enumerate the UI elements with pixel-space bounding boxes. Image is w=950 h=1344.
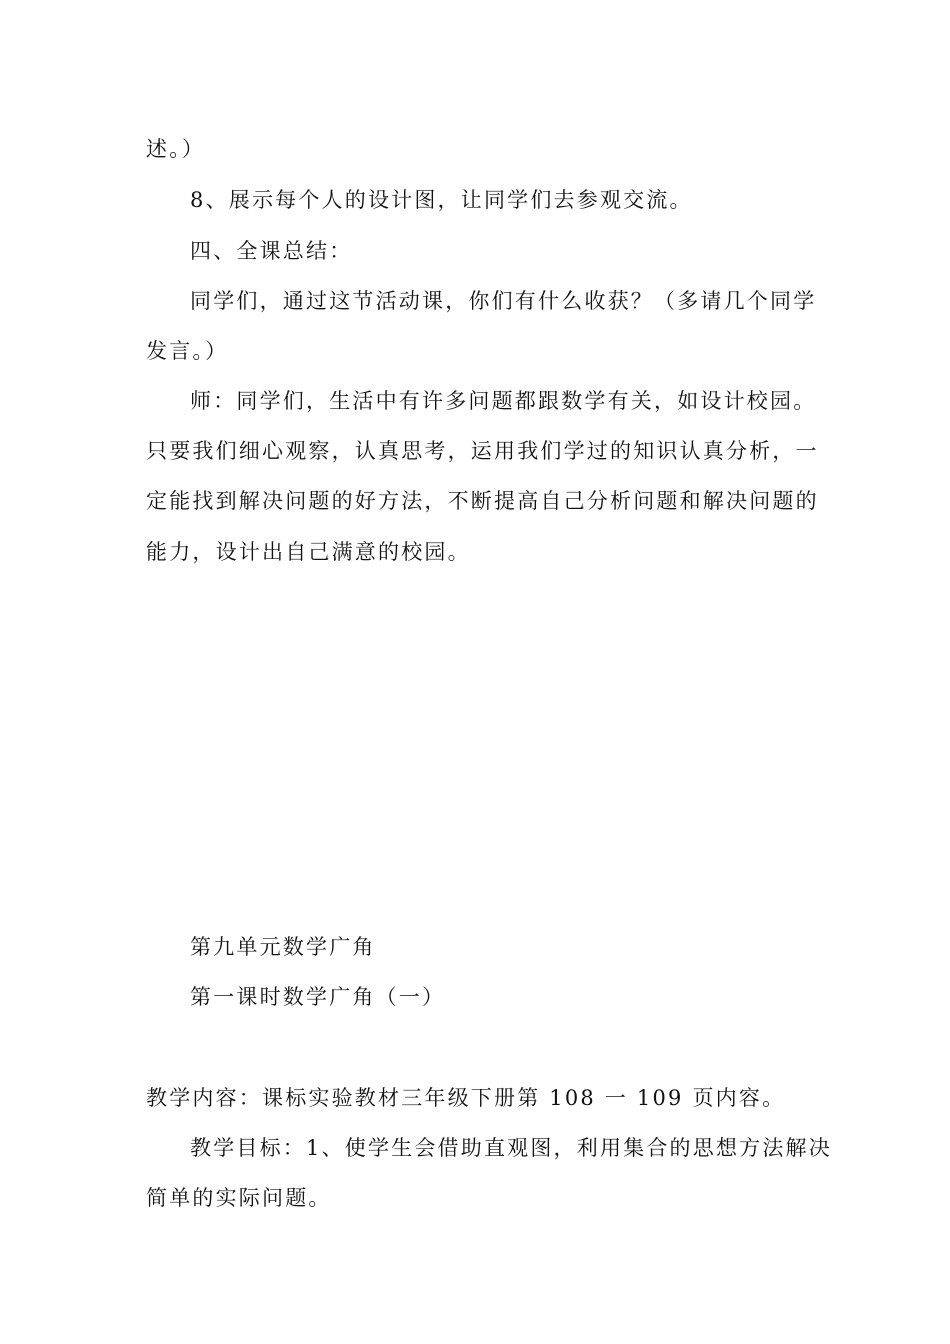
text-line: 教学目标：1、使学生会借助直观图，利用集合的思想方法解决 xyxy=(190,1136,832,1160)
text-line: 只要我们细心观察，认真思考，运用我们学过的知识认真分析，一 xyxy=(146,439,819,463)
text-line: 述。） xyxy=(146,137,206,161)
text-line: 简单的实际问题。 xyxy=(146,1186,332,1210)
text-line: 发言。） xyxy=(146,339,229,363)
text-line: 定能找到解决问题的好方法，不断提高自己分析问题和解决问题的 xyxy=(146,489,819,513)
lesson-title: 第一课时数学广角（一） xyxy=(190,985,446,1009)
text-line: 教学内容：课标实验教材三年级下册第 108 一 109 页内容。 xyxy=(146,1086,786,1110)
unit-title: 第九单元数学广角 xyxy=(190,935,376,959)
text-line: 师：同学们，生活中有许多问题都跟数学有关，如设计校园。 xyxy=(190,389,817,413)
text-line: 能力，设计出自己满意的校园。 xyxy=(146,540,471,564)
section-heading: 四、全课总结： xyxy=(190,239,353,263)
text-line: 同学们，通过这节活动课，你们有什么收获？（多请几个同学 xyxy=(190,289,817,313)
text-line: 8、展示每个人的设计图，让同学们去参观交流。 xyxy=(190,188,693,212)
